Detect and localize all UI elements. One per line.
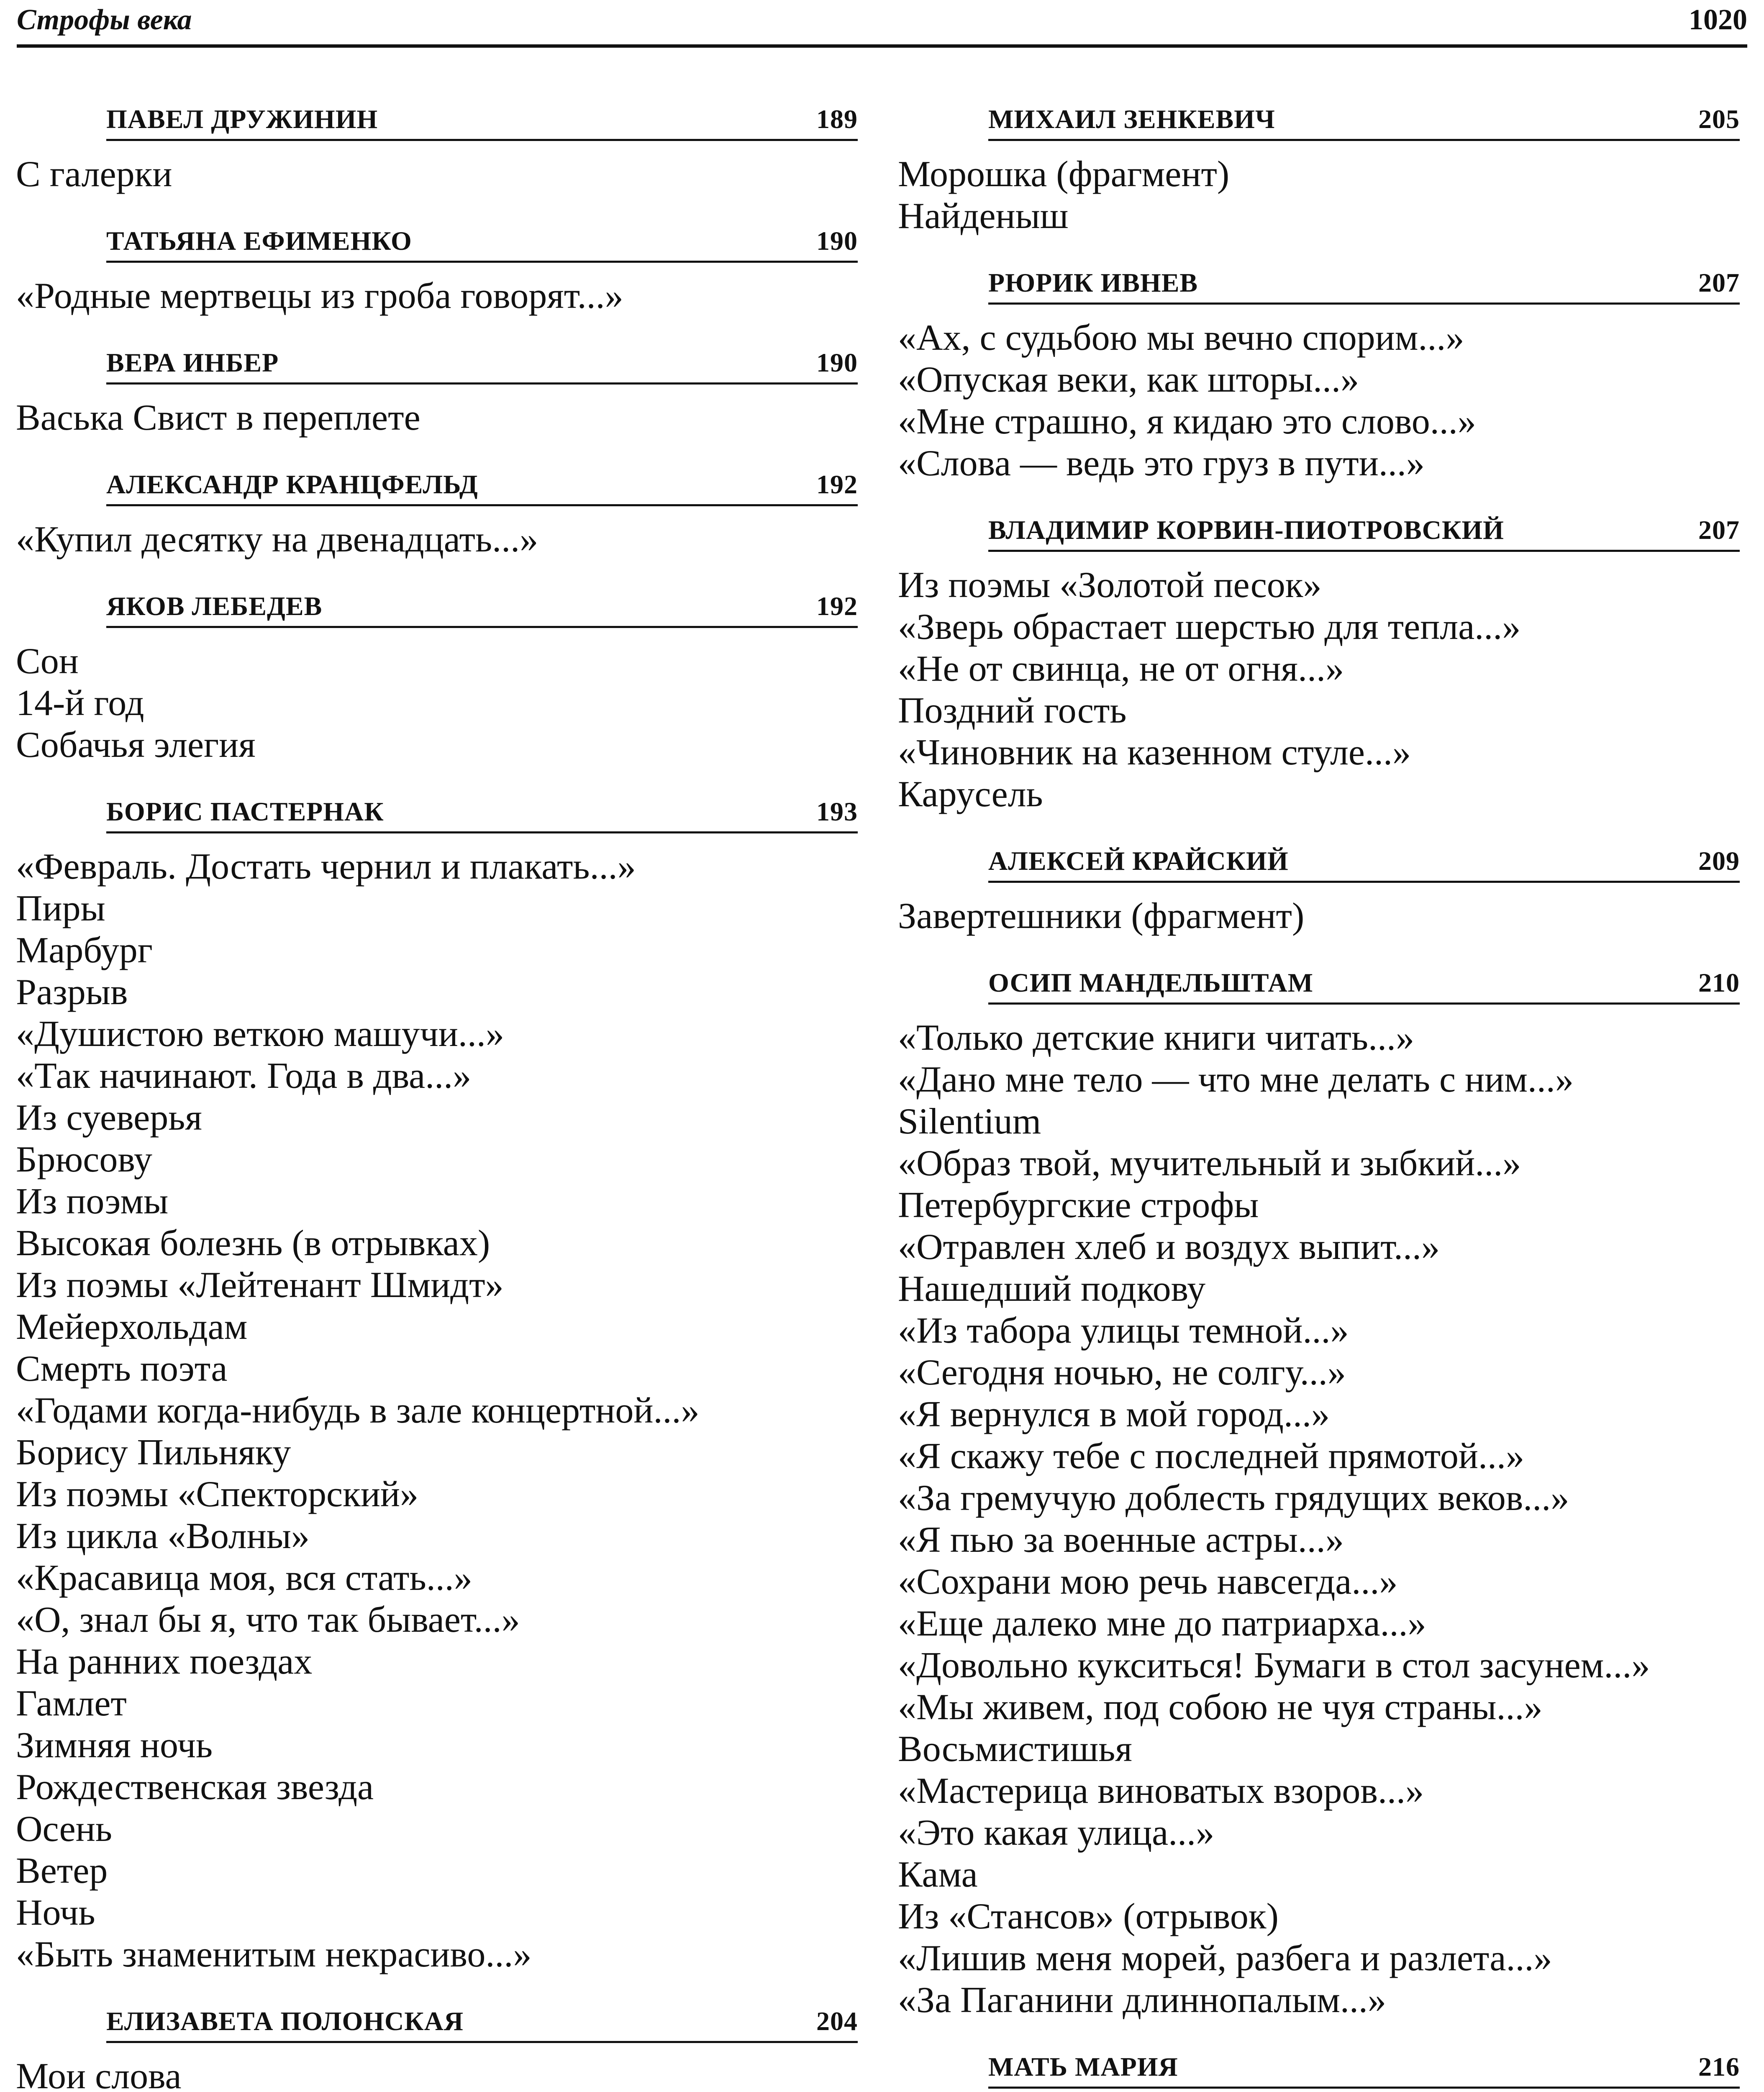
poem-title: «Дано мне тело — что мне делать с ним...» [898,1059,1574,1100]
poem-title: Завертешники (фрагмент) [898,896,1305,936]
poem-list [898,895,1739,937]
poem-title: «Из табора улицы темной...» [898,1310,1349,1351]
author-heading [106,587,858,628]
author-name: ЯКОВ ЛЕБЕДЕВ [106,591,323,621]
poem-title: Нашедший подкову [898,1269,1206,1309]
poem-title: С галерки [16,154,172,195]
poem-title: «Мы живем, под собою не чуя страны...» [898,1687,1543,1728]
poem-title: «Я скажу тебе с последней прямотой...» [898,1436,1524,1477]
poem-list [16,275,857,317]
poem-title: Из поэмы «Лейтенант Шмидт» [16,1265,504,1305]
poem-title: Брюсову [16,1139,152,1180]
poem-title: Разрыв [16,972,128,1013]
poem-title: Собачья элегия [16,725,256,765]
author-section [16,222,857,317]
poem-title: Осень [16,1809,112,1849]
right-column [898,100,1739,2092]
poem-title: Пиры [16,888,105,929]
poem-title: Из поэмы «Золотой песок» [898,565,1322,605]
author-name: ПАВЕЛ ДРУЖИНИН [106,104,378,134]
poem-list [16,154,857,195]
author-section [16,2002,857,2092]
poem-title: «Годами когда-нибудь в зале концертной...» [16,1390,700,1431]
poem-title: «Душистою веткою машучи...» [16,1014,504,1054]
author-page-number: 204 [816,2006,858,2036]
poem-title: «Ах, с судьбою мы вечно спорим...» [898,318,1464,358]
poem-title: Сон [16,641,79,682]
poem-title: «Лишив меня морей, разбега и разлета...» [898,1938,1552,1979]
poem-title: Из поэмы «Спекторский» [16,1474,419,1515]
poem-title: «Довольно кукситься! Бумаги в стол засунем...» [898,1645,1650,1686]
author-page-number: 193 [816,797,858,826]
author-name: АЛЕКСЕЙ КРАЙСКИЙ [988,846,1289,876]
author-page-number: 190 [816,348,858,377]
poem-title: «Быть знаменитым некрасиво...» [16,1934,532,1975]
poem-title: «Красавица моя, вся стать...» [16,1558,472,1598]
poem-title: «Сегодня ночью, не солгу...» [898,1352,1346,1393]
poem-list [16,397,857,439]
poem-title: «Мастерица виноватых взоров...» [898,1771,1424,1811]
poem-title: Из цикла «Волны» [16,1516,310,1556]
author-page-number: 209 [1698,846,1740,876]
poem-title: «Я пью за военные астры...» [898,1520,1344,1560]
poem-title: «Я вернулся в мой город...» [898,1394,1330,1435]
poem-title: Ночь [16,1892,95,1933]
author-page-number: 205 [1698,104,1740,134]
author-heading [988,264,1740,305]
poem-title: Марбург [16,930,153,971]
author-heading [106,222,858,263]
poem-title: «Опуская веки, как шторы...» [898,359,1359,400]
poem-title: Карусель [898,774,1043,815]
poem-title: Мои слова [16,2056,182,2092]
author-heading [988,511,1740,552]
author-section [16,587,857,766]
left-column [16,100,857,2092]
author-section [16,344,857,439]
poem-list [898,564,1739,815]
poem-title: Из поэмы [16,1181,169,1222]
poem-title: Гамлет [16,1683,127,1724]
author-section [898,2048,1739,2092]
poem-title: Петербургские строфы [898,1185,1259,1225]
author-name: МАТЬ МАРИЯ [988,2052,1178,2082]
author-section [898,964,1739,2021]
poem-title: Мейерхольдам [16,1307,248,1347]
page-number: 1020 [1689,4,1747,36]
poem-title: «Мне страшно, я кидаю это слово...» [898,401,1476,442]
poem-title: «За гремучую доблесть грядущих веков...» [898,1478,1569,1518]
author-section [898,264,1739,485]
poem-title: «Февраль. Достать чернил и плакать...» [16,846,636,887]
poem-list [16,641,857,766]
poem-title: Кама [898,1854,978,1895]
poem-title: «Не от свинца, не от огня...» [898,649,1344,689]
author-section [16,466,857,561]
author-heading [106,344,858,385]
author-heading [106,100,858,141]
author-page-number: 192 [816,469,858,499]
poem-title: «Слова — ведь это груз в пути...» [898,443,1425,484]
poem-title: Высокая болезнь (в отрывках) [16,1223,490,1264]
author-page-number: 210 [1698,968,1740,997]
poem-title: «Купил десятку на двенадцать...» [16,519,538,560]
author-page-number: 192 [816,591,858,621]
poem-title: На ранних поездах [16,1641,313,1682]
poem-title: 14-й год [16,683,144,723]
poem-title: «Только детские книги читать...» [898,1018,1415,1058]
author-heading [988,100,1740,141]
poem-title: Из суеверья [16,1097,202,1138]
poem-title: Смерть поэта [16,1349,228,1389]
author-heading [106,793,858,833]
author-section [16,100,857,195]
author-page-number: 189 [816,104,858,134]
poem-title: «Зверь обрастает шерстью для тепла...» [898,607,1521,647]
poem-list [16,519,857,561]
poem-title: Борису Пильняку [16,1432,291,1473]
poem-list [898,1017,1739,2021]
author-name: ЕЛИЗАВЕТА ПОЛОНСКАЯ [106,2006,464,2036]
poem-title: «Так начинают. Года в два...» [16,1056,472,1096]
author-name: ВЛАДИМИР КОРВИН-ПИОТРОВСКИЙ [988,515,1504,545]
author-heading [988,2048,1740,2089]
poem-list [16,2056,857,2092]
author-name: РЮРИК ИВНЕВ [988,268,1198,297]
poem-title: Из «Стансов» (отрывок) [898,1896,1279,1937]
running-header [17,0,1747,48]
poem-title: «Родные мертвецы из гроба говорят...» [16,276,623,316]
author-page-number: 207 [1698,515,1740,545]
author-heading [988,842,1740,883]
poem-title: Найденыш [898,196,1069,236]
author-heading [988,964,1740,1005]
poem-title: Восьмистишья [898,1729,1132,1769]
author-section [898,511,1739,815]
poem-title: «Это какая улица...» [898,1813,1215,1853]
poem-list [898,154,1739,237]
poem-list [898,317,1739,485]
author-heading [106,2002,858,2043]
poem-title: Поздний гость [898,690,1127,731]
author-name: ТАТЬЯНА ЕФИМЕНКО [106,226,412,256]
poem-list [16,846,857,1976]
author-name: ВЕРА ИНБЕР [106,348,279,377]
poem-title: Морошка (фрагмент) [898,154,1230,195]
running-title: Строфы века [17,4,192,36]
poem-title: Рождественская звезда [16,1767,374,1807]
author-heading [106,466,858,506]
poem-title: Silentium [898,1101,1041,1142]
author-name: АЛЕКСАНДР КРАНЦФЕЛЬД [106,469,478,499]
author-section [16,793,857,1976]
poem-title: «Отравлен хлеб и воздух выпит...» [898,1227,1440,1267]
poem-title: Васька Свист в переплете [16,397,420,438]
author-name: МИХАИЛ ЗЕНКЕВИЧ [988,104,1275,134]
author-section [898,100,1739,237]
poem-title: «Еще далеко мне до патриарха...» [898,1603,1426,1644]
poem-title: «Образ твой, мучительный и зыбкий...» [898,1143,1521,1184]
author-page-number: 216 [1698,2052,1740,2082]
poem-title: «Чиновник на казенном стуле...» [898,732,1411,773]
author-section [898,842,1739,937]
author-page-number: 207 [1698,268,1740,297]
author-name: ОСИП МАНДЕЛЬШТАМ [988,968,1314,997]
author-page-number: 190 [816,226,858,256]
poem-title: «Сохрани мою речь навсегда...» [898,1561,1398,1602]
author-name: БОРИС ПАСТЕРНАК [106,797,384,826]
poem-title: «За Паганини длиннопалым...» [898,1980,1386,2020]
poem-title: Зимняя ночь [16,1725,213,1766]
poem-title: «О, знал бы я, что так бывает...» [16,1600,520,1640]
poem-title: Ветер [16,1851,108,1891]
